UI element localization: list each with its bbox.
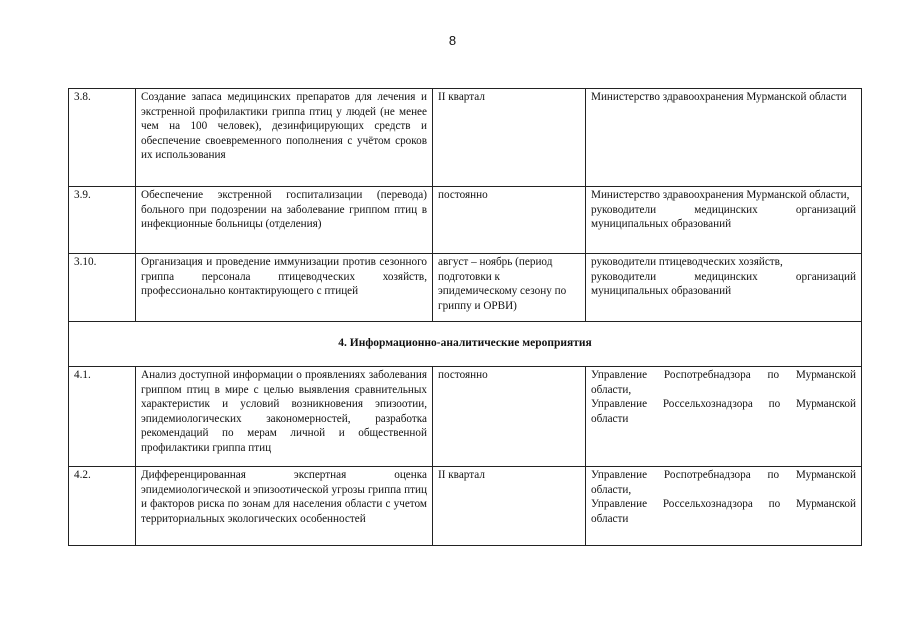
section-title: 4. Информационно-аналитические мероприятия bbox=[69, 322, 862, 367]
row-number: 3.10. bbox=[69, 254, 136, 322]
event-description: Дифференцированная экспертная оценка эпидемиологической и эпизоотической угрозы гриппа птиц и факторов риска по зонам для населения области с учетом территориальных экологических особенностей bbox=[136, 467, 433, 546]
event-description: Создание запаса медицинских препаратов для лечения и экстренной профилактики гриппа птиц у людей (не менее чем на 100 человек), дезинфицирующих средств и обеспечение своевременного пополнения с учётом сроков их использования bbox=[136, 89, 433, 187]
row-number: 3.8. bbox=[69, 89, 136, 187]
event-description: Обеспечение экстренной госпитализации (перевода) больного при подозрении на заболевание гриппом птиц в инфекционные больницы (отделения) bbox=[136, 187, 433, 254]
event-responsible: Управление Роспотребнадзора по Мурманской области, Управление Россельхознадзора по Мурманской области bbox=[586, 367, 862, 467]
event-description: Анализ доступной информации о проявлениях заболевания гриппом птиц в мире с целью выявления сравнительных характеристик и условий возникновения эпизоотии, эпидемиологических закономерностей, разработка рекомендаций по мерам личной и общественной профилактики гриппа птиц bbox=[136, 367, 433, 467]
table-row bbox=[69, 467, 862, 546]
event-responsible: Управление Роспотребнадзора по Мурманской области, Управление Россельхознадзора по Мурманской области bbox=[586, 467, 862, 546]
section-header-row bbox=[69, 322, 862, 367]
table-row bbox=[69, 89, 862, 187]
measures-table bbox=[68, 88, 862, 546]
table-row bbox=[69, 254, 862, 322]
row-number: 4.1. bbox=[69, 367, 136, 467]
event-description: Организация и проведение иммунизации против сезонного гриппа персонала птицеводческих хозяйств, профессионально контактирующего с птицей bbox=[136, 254, 433, 322]
table-row bbox=[69, 367, 862, 467]
row-number: 3.9. bbox=[69, 187, 136, 254]
event-responsible: руководители птицеводческих хозяйств, руководители медицинских организаций муниципальных образований bbox=[586, 254, 862, 322]
event-term: август – ноябрь (период подготовки к эпидемическому сезону по гриппу и ОРВИ) bbox=[433, 254, 586, 322]
event-term: II квартал bbox=[433, 467, 586, 546]
event-responsible: Министерство здравоохранения Мурманской области bbox=[586, 89, 862, 187]
event-term: постоянно bbox=[433, 187, 586, 254]
row-number: 4.2. bbox=[69, 467, 136, 546]
event-term: II квартал bbox=[433, 89, 586, 187]
event-responsible: Министерство здравоохранения Мурманской области, руководители медицинских организаций муниципальных образований bbox=[586, 187, 862, 254]
page-number: 8 bbox=[448, 33, 457, 48]
event-term: постоянно bbox=[433, 367, 586, 467]
table-row bbox=[69, 187, 862, 254]
